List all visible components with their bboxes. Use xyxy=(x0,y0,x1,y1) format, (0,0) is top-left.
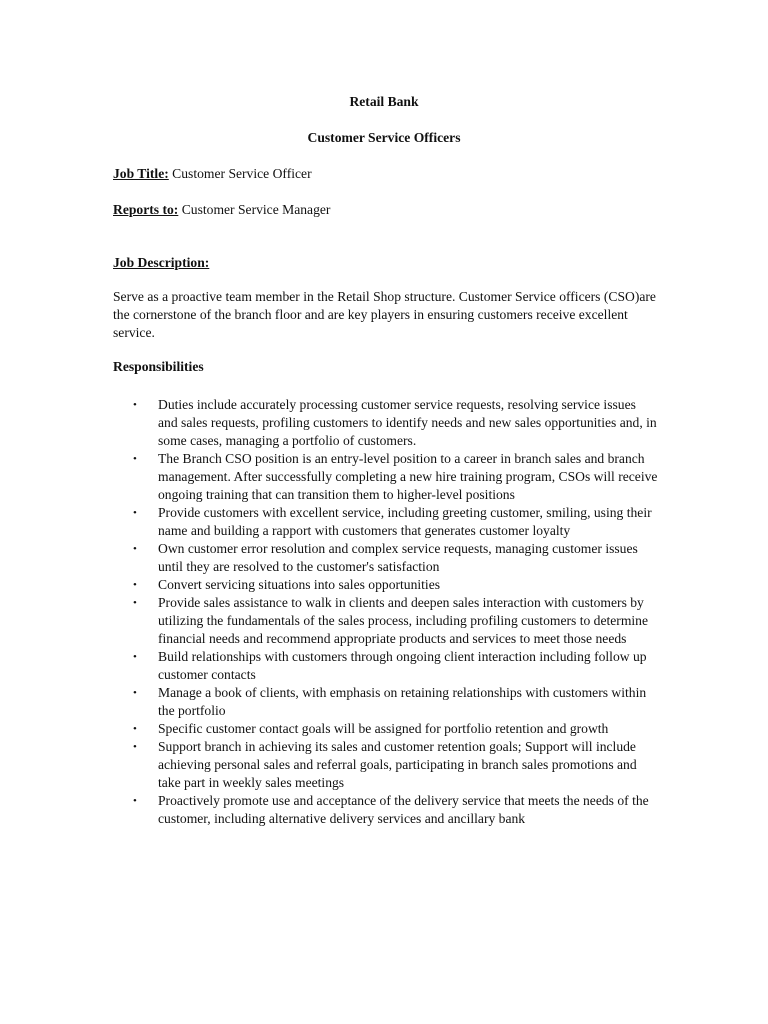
job-title-value: Customer Service Officer xyxy=(168,166,312,181)
bullet-icon: • xyxy=(133,453,137,465)
bullet-icon: • xyxy=(133,723,137,735)
reports-to-field xyxy=(113,201,673,219)
responsibility-item xyxy=(113,504,658,540)
bullet-icon: • xyxy=(133,399,137,411)
responsibility-item xyxy=(113,792,658,828)
responsibility-item xyxy=(113,396,658,450)
responsibility-item xyxy=(113,648,658,684)
job-description-paragraph: Serve as a proactive team member in the Retail Shop structure. Customer Service officers (CSO)are the cornerstone of the branch floor and are key players in ensuring customers receive excellent service. xyxy=(113,289,656,340)
responsibility-item xyxy=(113,738,658,792)
responsibility-item xyxy=(113,540,658,576)
responsibilities-heading: Responsibilities xyxy=(113,359,204,374)
responsibility-item xyxy=(113,450,658,504)
bullet-icon: • xyxy=(133,741,137,753)
responsibility-text: Build relationships with customers through ongoing client interaction including follow up customer contacts xyxy=(158,649,647,682)
responsibility-item xyxy=(113,576,658,594)
responsibility-text: Specific customer contact goals will be assigned for portfolio retention and growth xyxy=(158,721,609,736)
bullet-icon: • xyxy=(133,651,137,663)
responsibilities-list xyxy=(113,396,658,828)
document-title: Retail Bank xyxy=(349,94,419,109)
responsibility-item xyxy=(113,594,658,648)
job-title-field xyxy=(113,165,673,183)
responsibility-text: Own customer error resolution and complex service requests, managing customer issues until they are resolved to the customer's satisfaction xyxy=(158,541,638,574)
bullet-icon: • xyxy=(133,597,137,609)
responsibility-text: Provide sales assistance to walk in clients and deepen sales interaction with customers by utilizing the fundamentals of the sales process, including profiling customers to determine financial needs and recommend appropriate products and services to meet those needs xyxy=(158,595,649,646)
responsibility-item xyxy=(113,684,658,720)
bullet-icon: • xyxy=(133,687,137,699)
bullet-icon: • xyxy=(133,507,137,519)
responsibility-text: Convert servicing situations into sales opportunities xyxy=(158,577,441,592)
responsibility-text: Proactively promote use and acceptance of the delivery service that meets the needs of the customer, including alternative delivery services and ancillary bank xyxy=(158,793,649,826)
job-description-heading xyxy=(113,254,673,272)
bullet-icon: • xyxy=(133,795,137,807)
responsibility-item xyxy=(113,720,658,738)
responsibility-text: Support branch in achieving its sales and customer retention goals; Support will include achieving personal sales and referral goals, participating in branch sales promotions and take part in weekly sales meetings xyxy=(158,739,637,790)
document-subtitle: Customer Service Officers xyxy=(307,130,461,145)
responsibility-text: Manage a book of clients, with emphasis on retaining relationships with customers within the portfolio xyxy=(158,685,647,718)
bullet-icon: • xyxy=(133,543,137,555)
job-title-label: Job Title: xyxy=(113,166,169,181)
responsibility-text: Provide customers with excellent service, including greeting customer, smiling, using their name and building a rapport with customers that generates customer loyalty xyxy=(158,505,652,538)
responsibility-text: Duties include accurately processing customer service requests, resolving service issues and sales requests, profiling customers to identify needs and new sales opportunities and, in some cases, managing a portfolio of customers. xyxy=(158,397,657,448)
bullet-icon: • xyxy=(133,579,137,591)
job-description-heading-label: Job Description: xyxy=(113,255,210,270)
responsibility-text: The Branch CSO position is an entry-level position to a career in branch sales and branch management. After successfully completing a new hire training program, CSOs will receive ongoing training that can transition them to higher-level positions xyxy=(158,451,658,502)
reports-to-label: Reports to: xyxy=(113,202,179,217)
reports-to-value: Customer Service Manager xyxy=(178,202,331,217)
